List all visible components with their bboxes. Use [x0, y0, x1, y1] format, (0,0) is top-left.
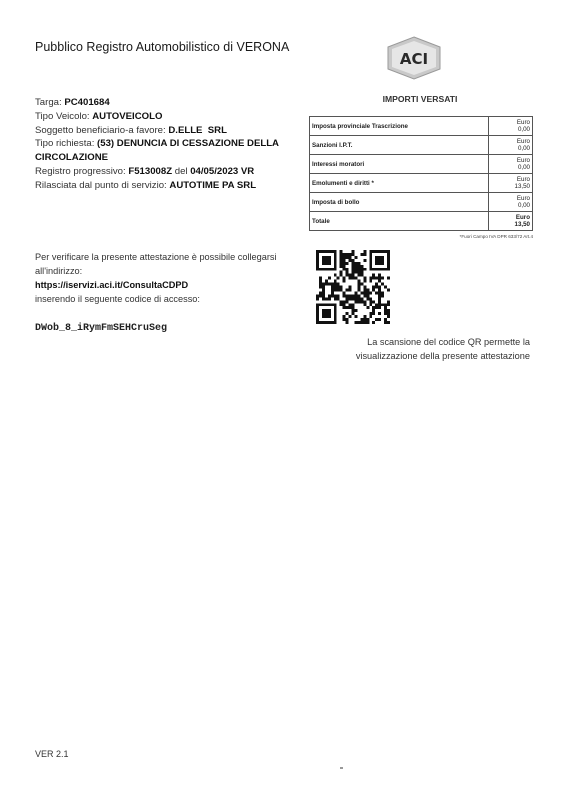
soggetto-row	[35, 124, 290, 138]
fee-amount: 0,00	[517, 145, 530, 152]
fee-amount: 13,50	[514, 221, 530, 228]
fee-amount: 13,50	[514, 183, 530, 190]
fee-currency: Euro	[515, 214, 530, 221]
table-row	[310, 155, 533, 174]
soggetto-value: D.ELLE SRL	[168, 124, 227, 136]
soggetto-label: Soggetto beneficiario-a favore:	[35, 124, 166, 136]
verify-url[interactable]: https://iservizi.aci.it/ConsultaCDPD	[35, 280, 189, 290]
footnote: *Fuori Campo IVA DPR 633/72 Art.4	[459, 234, 533, 239]
fee-value	[489, 136, 533, 155]
registro-del: del	[174, 165, 188, 177]
fee-label: Imposta di bollo	[310, 193, 489, 212]
tipo-richiesta-value: (53) DENUNCIA DI CESSAZIONE DELLA	[97, 138, 279, 150]
table-row	[310, 174, 533, 193]
qr-note-line-1: La scansione del codice QR permette la	[367, 337, 530, 347]
fee-currency: Euro	[516, 119, 530, 126]
targa-row	[35, 96, 290, 110]
tipo-richiesta-value-cont: CIRCOLAZIONE	[35, 152, 109, 164]
fee-label: Imposta provinciale Trascrizione	[310, 117, 489, 136]
fee-label: Interessi moratori	[310, 155, 489, 174]
fee-amount: 0,00	[517, 202, 530, 209]
fee-label: Totale	[310, 212, 489, 231]
table-row-total	[310, 212, 533, 231]
table-row	[310, 193, 533, 212]
importi-title: IMPORTI VERSATI	[382, 94, 458, 104]
logo-text: ACI	[399, 50, 429, 68]
fees-table	[309, 116, 533, 231]
aci-logo	[382, 35, 446, 81]
verify-block	[35, 250, 305, 306]
qr-note	[330, 335, 530, 363]
scan-speck	[340, 767, 343, 769]
registro-row	[35, 165, 290, 179]
fee-value	[489, 193, 533, 212]
fee-currency: Euro	[516, 195, 530, 202]
rilasciata-row	[35, 179, 290, 193]
rilasciata-value: AUTOTIME PA SRL	[169, 179, 257, 191]
verify-line-3: inserendo il seguente codice di accesso:	[35, 294, 200, 304]
version-label: VER 2.1	[35, 749, 69, 759]
verify-line-2: all'indirizzo:	[35, 266, 83, 276]
fee-value	[489, 212, 533, 231]
verify-line-1: Per verificare la presente attestazione è possibile collegarsi	[35, 252, 277, 262]
rilasciata-label: Rilasciata dal punto di servizio:	[35, 179, 167, 191]
tipo-veicolo-value: AUTOVEICOLO	[92, 110, 163, 122]
tipo-richiesta-row	[35, 137, 290, 151]
fee-currency: Euro	[516, 138, 530, 145]
vehicle-info	[35, 96, 290, 193]
qr-note-line-2: visualizzazione della presente attestazione	[355, 351, 530, 361]
fee-value	[489, 117, 533, 136]
fee-currency: Euro	[516, 176, 530, 183]
tipo-veicolo-row	[35, 110, 290, 124]
registro-value: F513008Z	[128, 165, 173, 177]
targa-value: PC401684	[64, 97, 110, 108]
fee-amount: 0,00	[517, 164, 530, 171]
fee-value	[489, 174, 533, 193]
fee-amount: 0,00	[517, 126, 530, 133]
document-title: Pubblico Registro Automobilistico di VERONA	[35, 40, 290, 54]
table-row	[310, 117, 533, 136]
registro-date: 04/05/2023 VR	[190, 165, 255, 177]
tipo-richiesta-label: Tipo richiesta:	[35, 138, 95, 150]
targa-label: Targa:	[35, 97, 62, 108]
table-row	[310, 136, 533, 155]
registro-label: Registro progressivo:	[35, 165, 126, 177]
fee-value	[489, 155, 533, 174]
fee-currency: Euro	[516, 157, 530, 164]
qr-code	[316, 250, 390, 324]
fee-label: Sanzioni I.P.T.	[310, 136, 489, 155]
tipo-veicolo-label: Tipo Veicolo:	[35, 110, 90, 122]
tipo-richiesta-row-2	[35, 151, 290, 165]
access-code: DWob_8_iRymFmSEHCruSeg	[35, 323, 168, 334]
fee-label: Emolumenti e diritti *	[310, 174, 489, 193]
